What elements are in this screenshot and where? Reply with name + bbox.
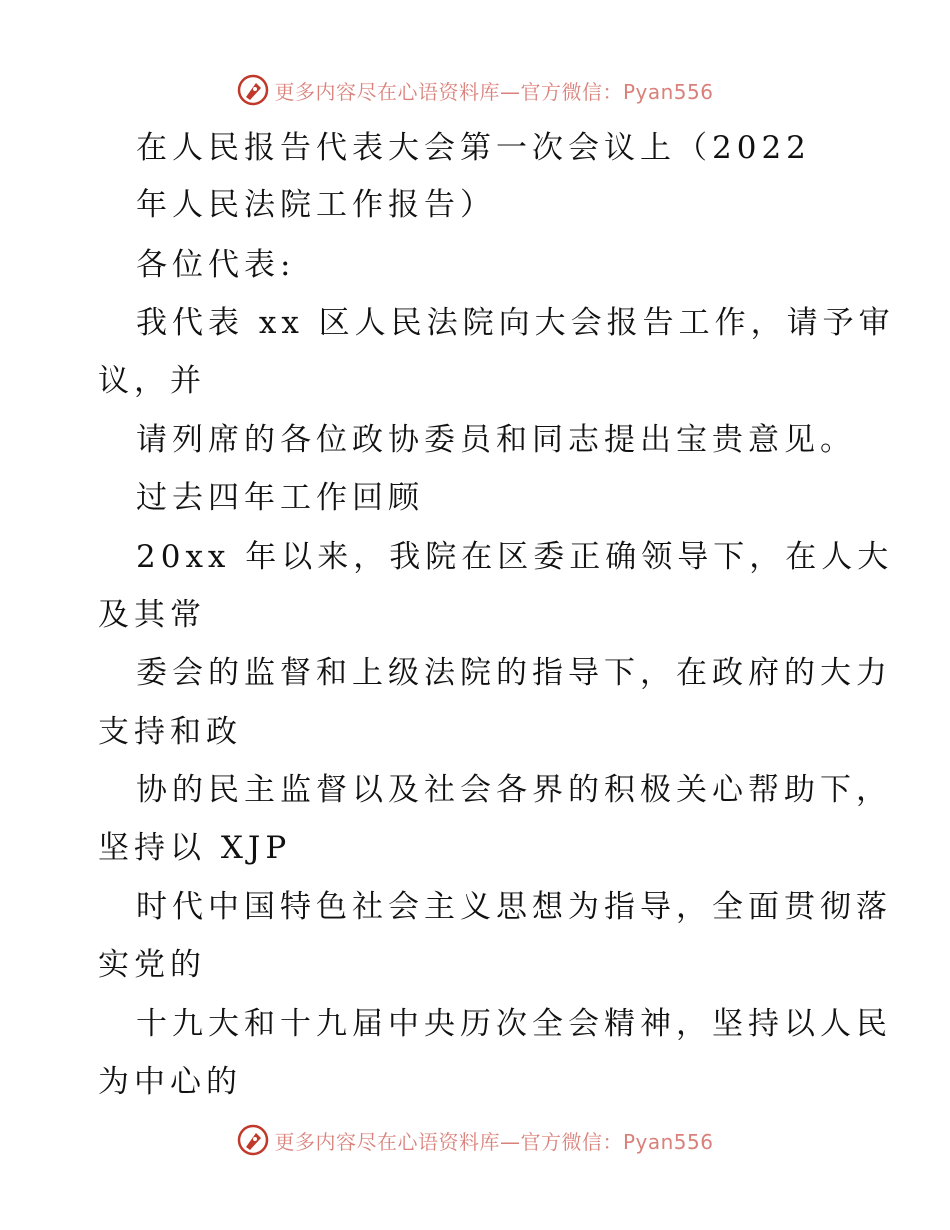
paragraph-line: 为中心的 bbox=[98, 1064, 242, 1100]
paragraph-line: 及其常 bbox=[98, 597, 206, 633]
watermark-text: 更多内容尽在心语资料库—官方微信：Pyan556 bbox=[274, 1129, 714, 1154]
paragraph-line: 实党的 bbox=[98, 947, 206, 983]
paragraph-line: 坚持以 XJP bbox=[98, 830, 292, 866]
paragraph-line: 委会的监督和上级法院的指导下，在政府的大力 bbox=[136, 655, 892, 691]
watermark-text: 更多内容尽在心语资料库—官方微信：Pyan556 bbox=[274, 79, 714, 104]
doc-title-line-1: 在人民报告代表大会第一次会议上（2022 bbox=[136, 130, 811, 166]
footer-watermark bbox=[0, 1120, 950, 1160]
paragraph-line: 支持和政 bbox=[98, 714, 242, 750]
paragraph-line: 我代表 xx 区人民法院向大会报告工作，请予审 bbox=[136, 305, 895, 341]
paragraph-line: 协的民主监督以及社会各界的积极关心帮助下， bbox=[136, 772, 892, 808]
pen-nib-logo-icon bbox=[236, 73, 270, 107]
paragraph-line: 请列席的各位政协委员和同志提出宝贵意见。 bbox=[136, 422, 856, 458]
paragraph-line: 20xx 年以来，我院在区委正确领导下，在人大 bbox=[136, 539, 894, 575]
header-watermark bbox=[0, 70, 950, 110]
paragraph-line: 时代中国特色社会主义思想为指导，全面贯彻落 bbox=[136, 889, 892, 925]
doc-title-line-2: 年人民法院工作报告） bbox=[136, 187, 496, 223]
paragraph-line: 议，并 bbox=[98, 363, 206, 399]
salutation: 各位代表: bbox=[136, 247, 296, 283]
section-heading: 过去四年工作回顾 bbox=[136, 480, 424, 516]
pen-nib-logo-icon bbox=[236, 1123, 270, 1157]
paragraph-line: 十九大和十九届中央历次全会精神，坚持以人民 bbox=[136, 1006, 892, 1042]
